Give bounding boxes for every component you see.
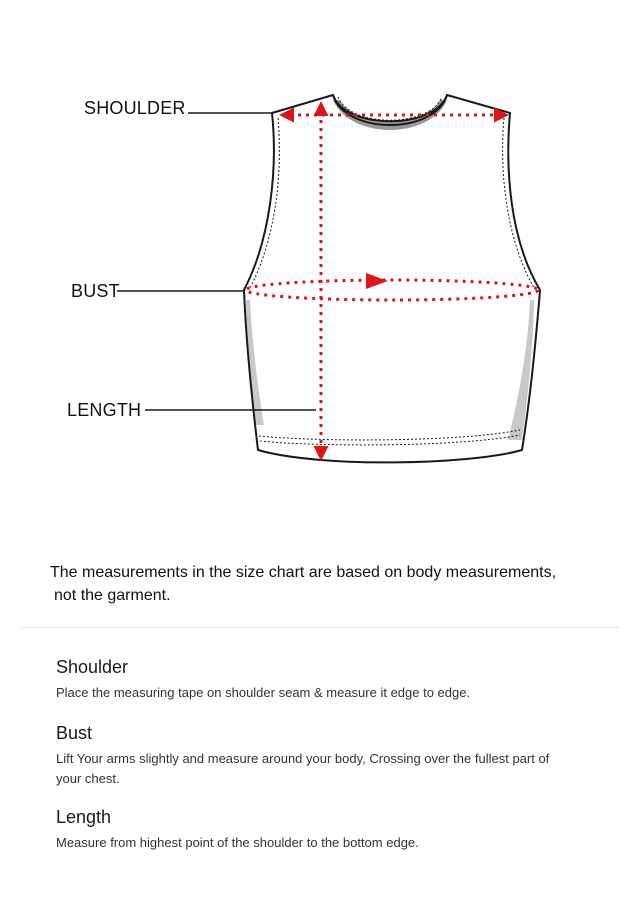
definition-text: Lift Your arms slightly and measure around your body, Crossing over the fullest part of your chest. <box>56 751 550 786</box>
note-line-2: not the garment. <box>54 587 171 604</box>
bust-direction-arrow <box>366 273 388 289</box>
definition-bust <box>56 721 556 789</box>
shoulder-label: SHOULDER <box>84 98 186 118</box>
length-label: LENGTH <box>67 400 142 420</box>
definition-text: Place the measuring tape on shoulder seam & measure it edge to edge. <box>56 685 471 700</box>
definition-text: Measure from highest point of the shoulder to the bottom edge. <box>56 835 419 850</box>
measurement-note <box>50 561 610 607</box>
bust-label: BUST <box>71 281 120 301</box>
hem-stitch-1 <box>259 430 520 440</box>
hem-stitch-2 <box>260 435 520 445</box>
bust-measure-ellipse <box>246 280 538 300</box>
definition-title: Bust <box>56 723 93 743</box>
definition-length <box>56 805 419 853</box>
definition-title: Shoulder <box>56 657 129 677</box>
section-divider <box>22 627 620 628</box>
definition-shoulder <box>56 655 470 703</box>
definition-title: Length <box>56 807 112 827</box>
right-side-shade <box>508 300 534 440</box>
left-armhole-stitch <box>250 118 279 288</box>
right-armhole-stitch <box>503 118 534 288</box>
note-line-1: The measurements in the size chart are based on body measurements, <box>50 564 557 581</box>
